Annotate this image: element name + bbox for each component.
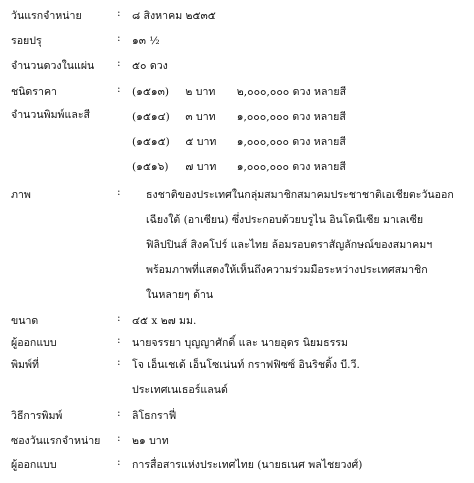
perforation-label: รอยปรุ xyxy=(11,35,42,47)
separator: : xyxy=(117,7,121,19)
separator: : xyxy=(117,32,121,44)
size-label: ขนาด xyxy=(11,315,39,327)
print-quantity-label: จำนวนพิมพ์และสี xyxy=(11,109,91,121)
print-quantity-item xyxy=(132,133,346,150)
stamp-price: ๓ บาท xyxy=(185,111,216,123)
printer-value: โจ เอ็นเชเด้ เอ็นโซเน่นท์ กราฟฟิซซ์ อินริชติ้ง บี.วี. xyxy=(132,359,360,371)
stamp-quantity: ๑,๐๐๐,๐๐๐ ดวง หลายสี xyxy=(236,111,346,123)
stamps-per-sheet-value: ๕๐ ดวง xyxy=(132,60,168,72)
denomination-label: ชนิดราคา xyxy=(11,86,57,98)
design-label: ภาพ xyxy=(11,189,31,201)
separator: : xyxy=(117,57,121,69)
print-quantity-item xyxy=(132,158,346,175)
stamp-price: ๕ บาท xyxy=(185,136,217,148)
designer-value: นายจรรยา บุญญาศักดิ์ และ นายอุดร นิยมธรรม xyxy=(132,337,348,349)
size-value: ๔๕ x ๒๗ มม. xyxy=(132,315,197,327)
print-method-label: วิธีการพิมพ์ xyxy=(11,410,63,422)
separator: : xyxy=(117,83,121,95)
stamp-quantity: ๒,๐๐๐,๐๐๐ ดวง หลายสี xyxy=(236,86,347,98)
design-text-line: เฉียงใต้ (อาเซียน) ซึ่งประกอบด้วยบรูไน อินโดนีเซีย มาเลเซีย xyxy=(146,214,424,226)
stamp-code: (๑๕๑๓) xyxy=(132,86,169,98)
printer-label: พิมพ์ที่ xyxy=(11,359,39,371)
printer-country: ประเทศเนเธอร์แลนด์ xyxy=(132,384,228,396)
stamp-code: (๑๕๑๕) xyxy=(132,136,170,148)
designer-label: ผู้ออกแบบ xyxy=(11,337,57,349)
fdc-envelope-value: ๒๑ บาท xyxy=(132,435,169,447)
stamp-code: (๑๕๑๔) xyxy=(132,111,170,123)
design-text-line: ธงชาติของประเทศในกลุ่มสมาชิกสมาคมประชาชาติเอเชียตะวันออก xyxy=(146,189,454,201)
print-method-value: ลิโธกราฟี่ xyxy=(132,410,177,422)
design-text-line: ฟิลิปปินส์ สิงคโปร์ และไทย ล้อมรอบตราสัญลักษณ์ของสมาคมฯ xyxy=(146,239,433,251)
issue-date-value: ๘ สิงหาคม ๒๕๓๕ xyxy=(132,10,216,22)
stamp-code: (๑๕๑๖) xyxy=(132,161,169,173)
design-text-line: ในหลายๆ ด้าน xyxy=(146,289,214,301)
separator: : xyxy=(117,432,121,444)
perforation-value: ๑๓ ½ xyxy=(132,35,160,47)
stamp-quantity: ๑,๐๐๐,๐๐๐ ดวง หลายสี xyxy=(236,136,346,148)
separator: : xyxy=(117,356,121,368)
fdc-designer-label: ผู้ออกแบบ xyxy=(11,459,57,471)
separator: : xyxy=(117,334,121,346)
separator: : xyxy=(117,186,121,198)
fdc-designer-value: การสื่อสารแห่งประเทศไทย (นายธเนศ พลไชยวงศ์) xyxy=(132,459,363,471)
separator: : xyxy=(117,312,121,324)
issue-date-label: วันแรกจำหน่าย xyxy=(11,10,82,22)
stamp-price: ๗ บาท xyxy=(185,161,217,173)
separator: : xyxy=(117,456,121,468)
fdc-envelope-label: ซองวันแรกจำหน่าย xyxy=(11,435,101,447)
print-quantity-item xyxy=(132,108,346,125)
separator: : xyxy=(117,407,121,419)
stamps-per-sheet-label: จำนวนดวงในแผ่น xyxy=(11,60,95,72)
stamp-price: ๒ บาท xyxy=(185,86,216,98)
design-text-line: พร้อมภาพที่แสดงให้เห็นถึงความร่วมมือระหว่างประเทศสมาชิก xyxy=(146,264,428,276)
stamp-quantity: ๑,๐๐๐,๐๐๐ ดวง หลายสี xyxy=(236,161,346,173)
denomination-value xyxy=(132,83,346,100)
